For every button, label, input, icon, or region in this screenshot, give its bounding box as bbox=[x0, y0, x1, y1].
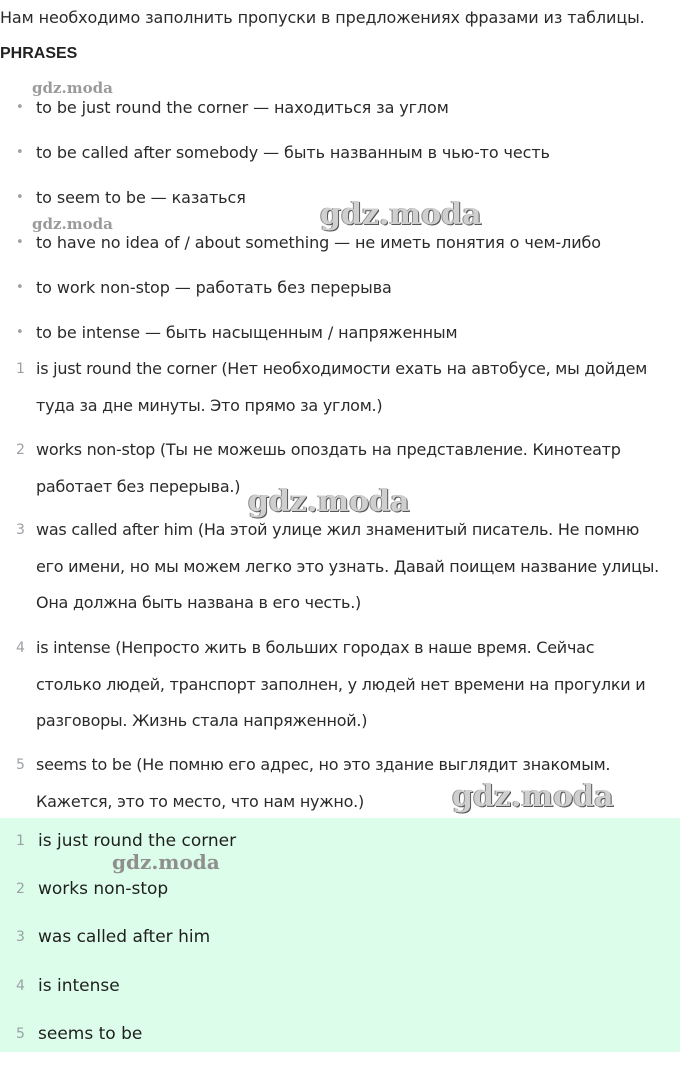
bullet-icon: • bbox=[16, 235, 24, 250]
final-answer-item bbox=[0, 922, 680, 952]
answer-line: туда за дне минуты. Это прямо за углом.) bbox=[36, 395, 383, 415]
watermark-logo: gdz.moda bbox=[452, 779, 614, 814]
instruction-text: Нам необходимо заполнить пропуски в предложениях фразами из таблицы. bbox=[0, 8, 645, 27]
phrase-text: to be just round the corner — находиться за углом bbox=[36, 98, 449, 117]
phrases-heading: PHRASES bbox=[0, 45, 78, 62]
final-answer-text: is intense bbox=[38, 976, 120, 996]
answer-number: 4 bbox=[16, 640, 25, 656]
watermark-logo: gdz.moda bbox=[112, 850, 220, 874]
final-answer-item bbox=[0, 874, 680, 904]
answer-text bbox=[36, 351, 676, 424]
watermark-logo: gdz.moda bbox=[32, 79, 113, 97]
bullet-icon: • bbox=[16, 145, 24, 160]
final-answer-item bbox=[0, 826, 680, 856]
final-answers-panel bbox=[0, 818, 680, 1052]
answer-line: works non-stop (Ты не можешь опоздать на представление. Кинотеатр bbox=[36, 440, 621, 459]
final-answer-text: is just round the corner bbox=[38, 831, 237, 851]
answer-text bbox=[36, 747, 676, 820]
final-answer-text: was called after him bbox=[38, 927, 211, 947]
final-answer-number: 4 bbox=[16, 978, 25, 994]
answer-line: столько людей, транспорт заполнен, у людей нет времени на прогулки и bbox=[36, 674, 646, 694]
answer-line: разговоры. Жизнь стала напряженной.) bbox=[36, 711, 368, 730]
watermark-logo: gdz.moda bbox=[248, 484, 410, 519]
bullet-icon: • bbox=[16, 280, 24, 295]
phrase-text: to work non-stop — работать без перерыва bbox=[36, 278, 392, 297]
answer-text bbox=[36, 432, 676, 505]
answer-line: Она должна быть названа в его честь.) bbox=[36, 593, 362, 612]
phrase-text: to seem to be — казаться bbox=[36, 188, 246, 207]
bullet-icon: • bbox=[16, 190, 24, 205]
answer-number: 5 bbox=[16, 757, 25, 773]
phrase-text: to have no idea of / about something — не иметь понятия о чем-либо bbox=[36, 233, 601, 252]
answer-text bbox=[36, 512, 676, 622]
answer-line: работает без перерыва.) bbox=[36, 476, 241, 496]
final-answer-text: works non-stop bbox=[38, 879, 169, 899]
phrase-text: to be called after somebody — быть названным в чью-то честь bbox=[36, 143, 550, 162]
answer-line: is intense (Непросто жить в больших городах в наше время. Сейчас bbox=[36, 638, 595, 657]
answer-text bbox=[36, 630, 676, 740]
final-answer-number: 5 bbox=[16, 1026, 25, 1042]
final-answer-number: 2 bbox=[16, 881, 25, 897]
answer-line: его имени, но мы можем легко это узнать. Давай поищем название улицы. bbox=[36, 556, 660, 576]
answer-number: 3 bbox=[16, 522, 25, 538]
answer-line: Кажется, это то место, что нам нужно.) bbox=[36, 791, 364, 811]
answer-line: was called after him (На этой улице жил знаменитый писатель. Не помню bbox=[36, 520, 640, 539]
watermark-logo: gdz.moda bbox=[320, 197, 482, 232]
bullet-icon: • bbox=[16, 100, 24, 115]
answer-number: 2 bbox=[16, 442, 25, 458]
answer-line: seems to be (Не помню его адрес, но это здание выглядит знакомым. bbox=[36, 755, 611, 774]
final-answer-item bbox=[0, 971, 680, 1001]
bullet-icon: • bbox=[16, 325, 24, 340]
answer-line: is just round the corner (Нет необходимости ехать на автобусе, мы дойдем bbox=[36, 359, 648, 378]
final-answer-item bbox=[0, 1019, 680, 1049]
watermark-logo: gdz.moda bbox=[32, 215, 113, 233]
final-answer-number: 1 bbox=[16, 833, 25, 849]
answer-number: 1 bbox=[16, 361, 25, 377]
final-answer-text: seems to be bbox=[38, 1024, 143, 1044]
phrase-text: to be intense — быть насыщенным / напряженным bbox=[36, 323, 458, 342]
final-answer-number: 3 bbox=[16, 929, 25, 945]
